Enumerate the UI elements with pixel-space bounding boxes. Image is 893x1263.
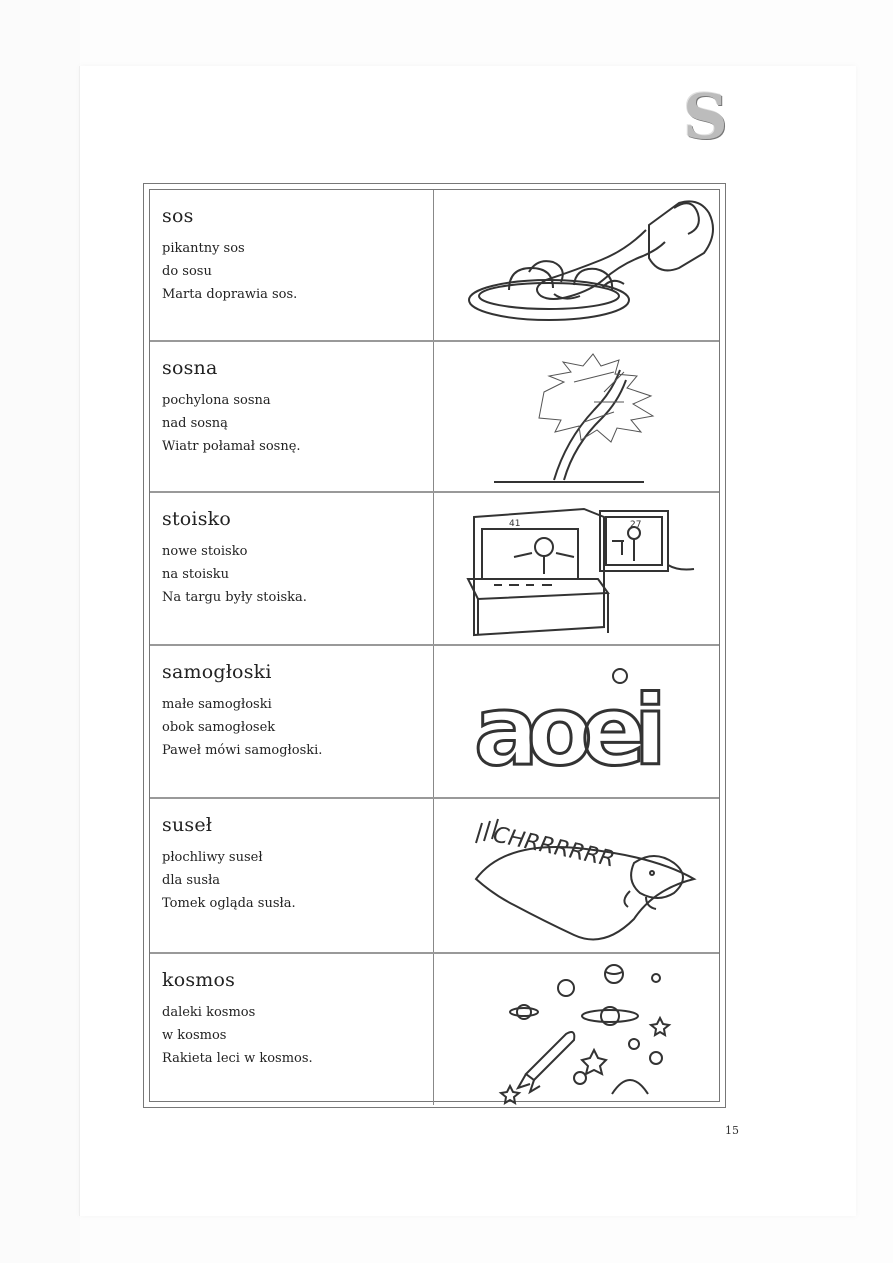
vocab-text-cell xyxy=(150,646,434,799)
page-number: 15 xyxy=(725,1124,739,1137)
vocab-title: suseł xyxy=(162,814,213,836)
vocabulary-table xyxy=(143,183,726,1108)
sauce-pouring-on-dumplings-icon xyxy=(434,190,722,340)
page-gutter xyxy=(0,0,80,1263)
vocab-phrase: dla susła xyxy=(162,873,221,888)
vocab-title: kosmos xyxy=(162,969,236,991)
vocab-row-kosmos xyxy=(150,952,719,1105)
vocab-phrase: obok samogłosek xyxy=(162,720,276,735)
vocab-phrase: pochylona sosna xyxy=(162,393,271,408)
vocab-title: sosna xyxy=(162,357,218,379)
header-letter: S xyxy=(683,80,728,153)
vocab-title: samogłoski xyxy=(162,661,272,683)
vocab-picture-cell xyxy=(434,799,719,954)
vocab-picture-cell xyxy=(434,646,719,799)
vocab-picture-cell xyxy=(434,954,719,1105)
vocab-title: sos xyxy=(162,205,194,227)
vocab-phrase: w kosmos xyxy=(162,1028,227,1043)
stall-sign-1: 41 xyxy=(509,519,521,529)
snore-text: CHRRRRRR xyxy=(490,822,617,873)
vocab-phrase: małe samogłoski xyxy=(162,697,272,712)
vocab-phrase: do sosu xyxy=(162,264,212,279)
vocab-phrase: Paweł mówi samogłoski. xyxy=(162,743,323,758)
space-rocket-planets-icon xyxy=(434,954,722,1105)
vocab-picture-cell xyxy=(434,342,719,493)
vocab-text-cell xyxy=(150,954,434,1105)
vocab-text-cell xyxy=(150,799,434,954)
vocab-phrase: Wiatr połamał sosnę. xyxy=(162,439,301,454)
vocab-phrase: płochliwy suseł xyxy=(162,850,263,865)
vocab-phrase: daleki kosmos xyxy=(162,1005,256,1020)
vocab-title: stoisko xyxy=(162,508,232,530)
vocab-text-cell xyxy=(150,190,434,340)
vocab-phrase: pikantny sos xyxy=(162,241,245,256)
vocab-phrase: nad sosną xyxy=(162,416,228,431)
vocab-phrase: Rakieta leci w kosmos. xyxy=(162,1051,313,1066)
vocab-row-stoisko xyxy=(150,491,719,646)
vocab-phrase: Na targu były stoiska. xyxy=(162,590,307,605)
vocab-row-sos xyxy=(150,190,719,340)
vocab-picture-cell xyxy=(434,493,719,646)
market-stall-icon xyxy=(434,493,722,646)
sleeping-gopher-icon xyxy=(434,799,722,954)
vocab-row-susel xyxy=(150,797,719,954)
vowels-text: aoei xyxy=(474,675,655,787)
vocab-row-samogloski xyxy=(150,644,719,799)
stall-sign-2: 27 xyxy=(630,520,642,530)
vocab-phrase: na stoisku xyxy=(162,567,230,582)
vocab-phrase: Marta doprawia sos. xyxy=(162,287,298,302)
vocab-text-cell xyxy=(150,342,434,493)
vocabulary-table-inner xyxy=(149,189,720,1102)
vocab-text-cell xyxy=(150,493,434,646)
vocab-phrase: nowe stoisko xyxy=(162,544,248,559)
leaning-pine-tree-icon xyxy=(434,342,722,493)
vocab-picture-cell xyxy=(434,190,719,340)
vowel-letters-icon xyxy=(434,646,722,799)
vocab-row-sosna xyxy=(150,340,719,493)
vocab-phrase: Tomek ogląda susła. xyxy=(162,896,296,911)
